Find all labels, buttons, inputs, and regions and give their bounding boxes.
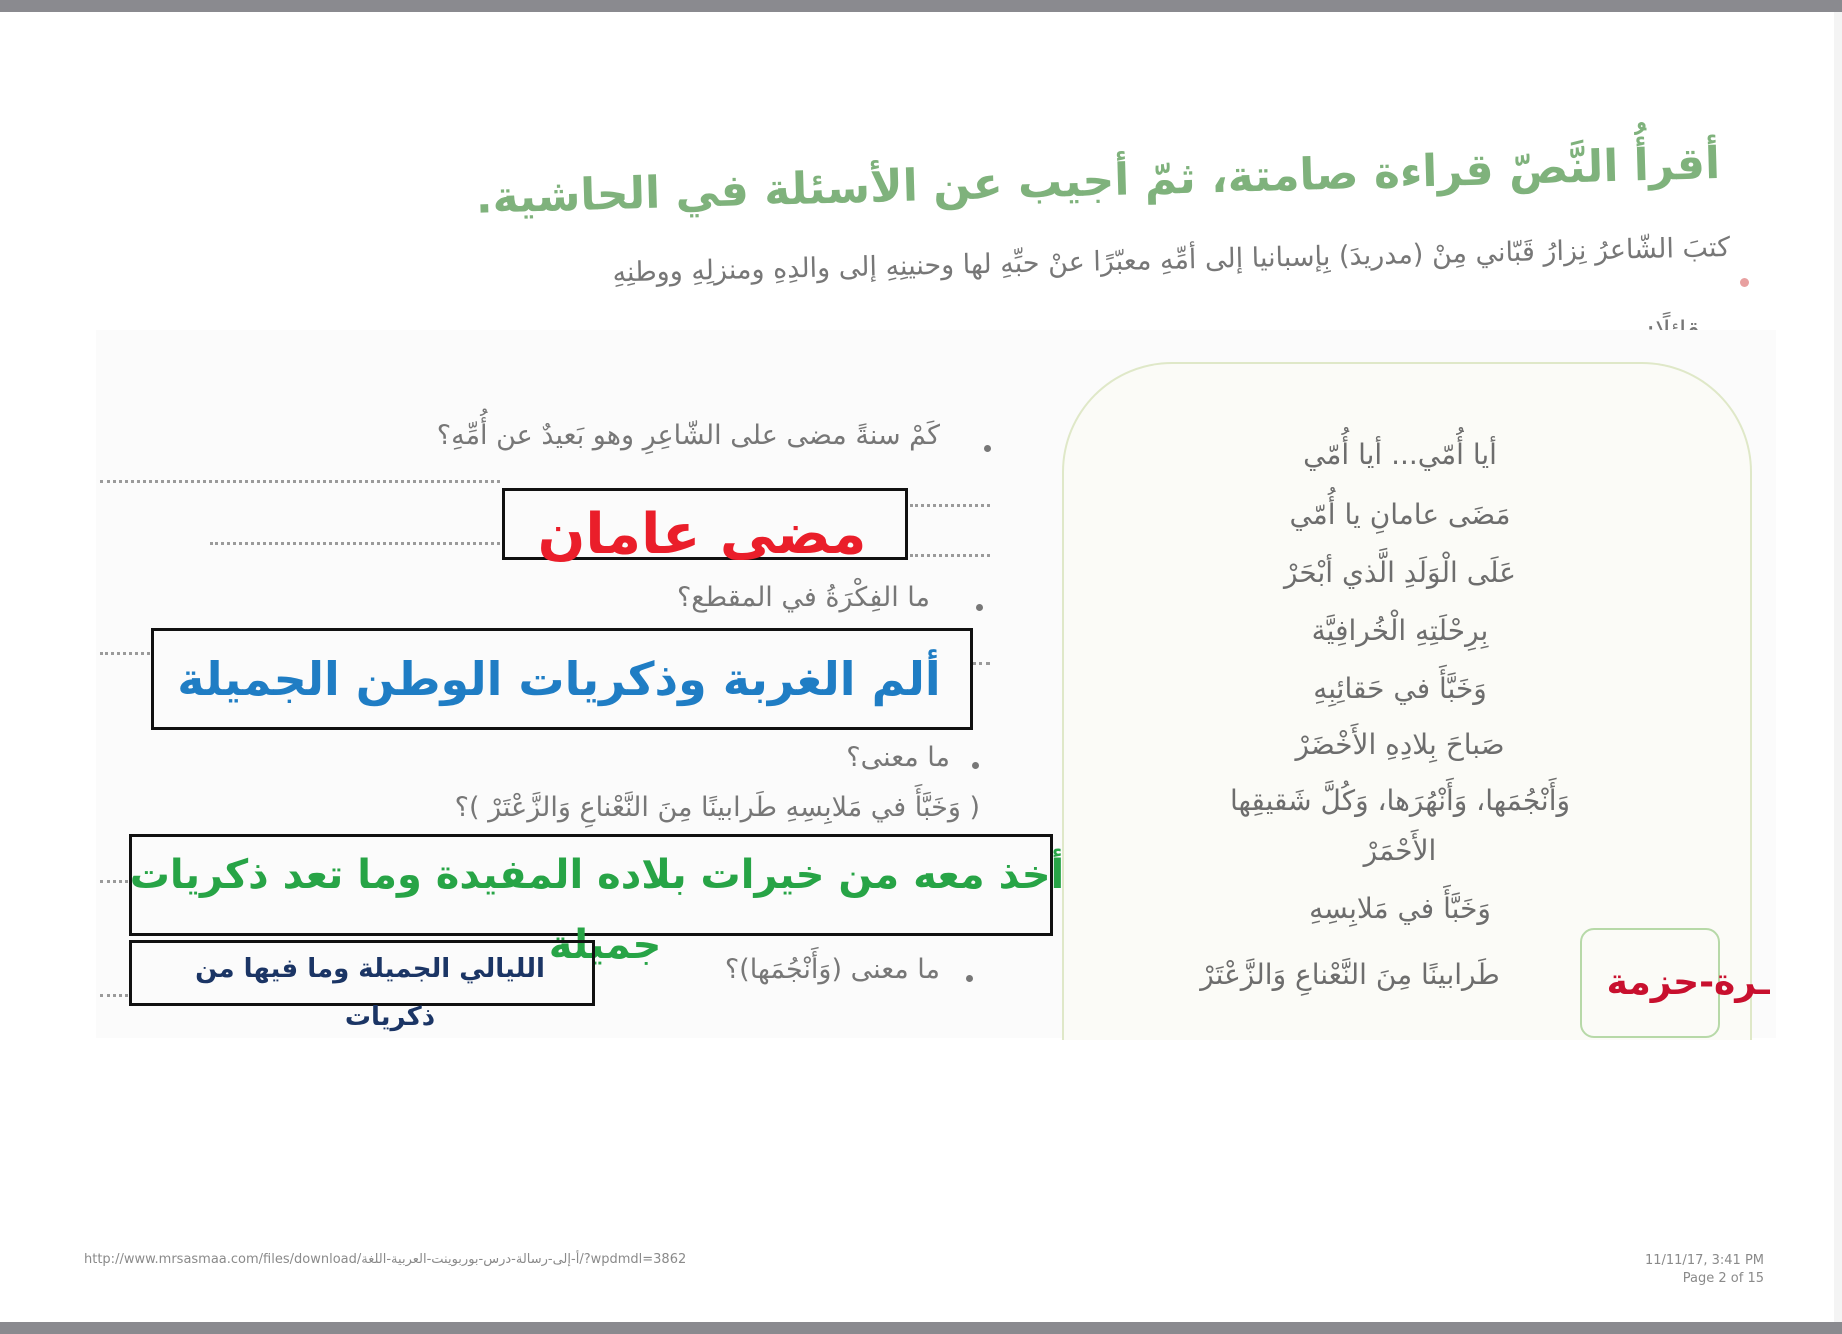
answer-4-continued: ذكريات [344,1002,436,1032]
viewer-bottom-bar [0,1322,1842,1334]
footer-date [1560,1252,1764,1288]
answer-dotted-line [100,652,150,655]
footer-timestamp: 11/11/17, 3:41 PM [1644,1253,1764,1268]
instruction-heading: أقرأُ النَّصّ قراءة صامتة، ثمّ أجيب عن الأسئلة في الحاشية. [475,138,1721,224]
answer-dotted-line [910,554,990,557]
question-bullet [966,975,973,982]
question-3: ما معنى؟ [846,742,950,773]
question-1: كَمْ سنةً مضى على الشّاعِرِ وهو بَعيدٌ عن أُمِّهِ؟ [436,420,940,451]
poem-line: وَخَبَّأَ في حَقائِبِهِ [1313,672,1487,705]
answer-dotted-line [210,542,500,545]
question-4: ما معنى (وَأَنْجُمَها)؟ [724,954,940,985]
page-edge [1834,12,1842,1322]
poem-line: أيا أُمّي... أيا أُمّي [1303,438,1497,471]
answer-dotted-line [100,994,128,997]
answer-dotted-line [910,504,990,507]
intro-text: كتبَ الشّاعرُ نِزارُ قَبّاني مِنْ (مدريدَ) بِإسبانيا إلى أمِّهِ معبّرًا عنْ حبِّهِ لها وحنينِهِ إلى والدِهِ ومنزلِهِ ووطنِهِ [612,232,1731,289]
answer-3: أخذ معه من خيرات بلاده المفيدة وما تعد ذكريات [129,852,1065,898]
poem-line: صَباحَ بِلادِهِ الأَخْضَرْ [1295,728,1505,761]
poem-line: الأَحْمَرْ [1363,834,1437,867]
answer-dotted-line [100,880,128,883]
poem-line: وَخَبَّأَ في مَلابِسِهِ [1309,892,1491,925]
question-2: ما الفِكْرَةُ في المقطع؟ [676,582,930,613]
intro-bullet [1740,278,1749,287]
answer-dotted-line [972,662,990,665]
answer-dotted-line [100,480,500,483]
poem-line: بِرِحْلَتِهِ الْخُرافِيَّة [1311,614,1489,647]
poem-line: طَرابينًا مِنَ النَّعْناعِ وَالزَّعْتَرْ [1200,958,1500,991]
question-bullet [984,445,991,452]
poem-line: مَضَى عامانِ يا أُمّي [1289,498,1511,531]
answer-1: مضى عامان [537,502,867,567]
overflow-answer-fragment: ـرة-حزمة [1606,962,1770,1003]
question-bullet [972,762,979,769]
viewer-top-bar [0,0,1842,12]
answer-2: ألم الغربة وذكريات الوطن الجميلة [177,652,941,706]
answer-3-continued: جميلة [548,922,662,968]
poem-line: عَلَى الْوَلَدِ الَّذي أبْحَرْ [1283,556,1517,589]
question-bullet [976,604,983,611]
question-3-quote: ( وَخَبَّأَ في مَلابِسِهِ طَرابينًا مِنَ النَّعْناعِ وَالزَّعْتَرْ )؟ [454,792,980,823]
answer-4: الليالي الجميلة وما فيها من [195,954,545,984]
footer-url: http://www.mrsasmaa.com/files/download/أ-إلى-رسالة-درس-بوربوينت-العربية-اللغة/?wpdmdl=3862 [84,1252,687,1267]
footer-page-number: Page 2 of 15 [1682,1271,1764,1286]
poem-line: وَأَنْجُمَها، وَأَنْهُرَها، وَكُلَّ شَقيقِها [1229,784,1571,817]
